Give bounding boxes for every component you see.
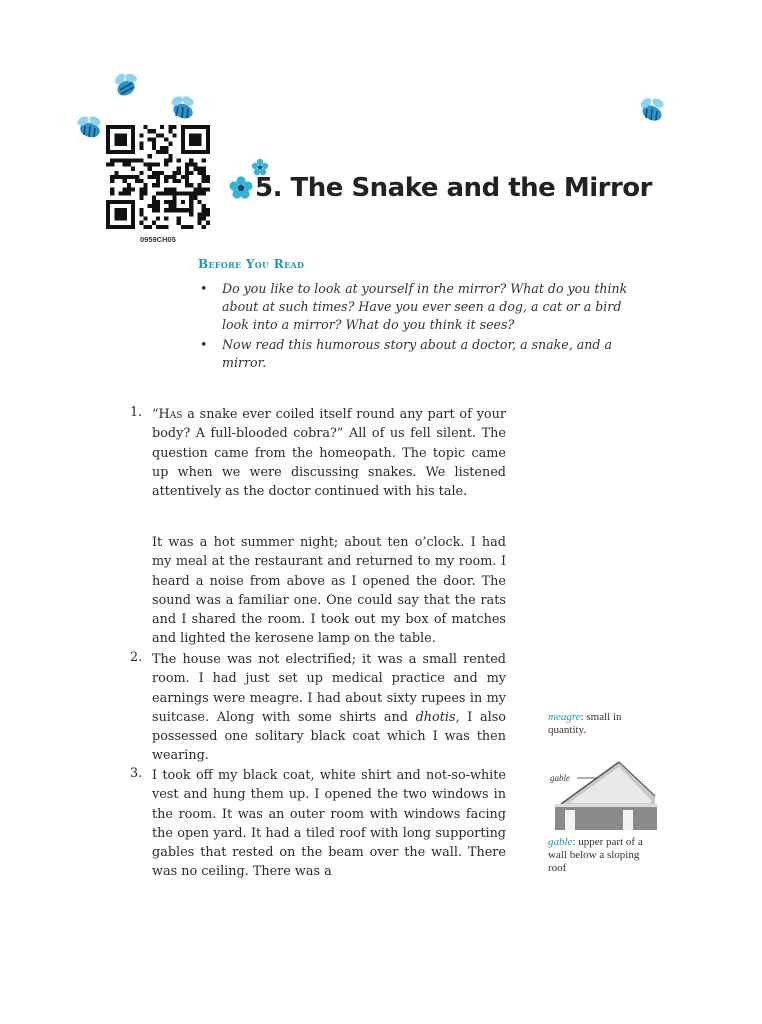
chapter-heading — [228, 158, 652, 214]
bee-icon — [72, 112, 108, 144]
paragraph-number: 1. — [130, 405, 143, 420]
italic-word: dhotis — [415, 709, 456, 725]
chapter-title: 5. The Snake and the Mirror — [255, 173, 652, 203]
bee-icon — [634, 93, 670, 127]
bee-icon — [164, 92, 200, 124]
story-paragraph-1b: It was a hot summer night; about ten o’clock. I had my meal at the restaurant and returned to my room. I heard a noise from above as I opened the door. The sound was a familiar one. One could say that the rats and I shared the room. I took out my box of matches and lighted the kerosene lamp on the table. — [152, 535, 506, 647]
story-paragraph-3: I took off my black coat, white shirt and not-so-white vest and hung them up. I opened the two windows in the room. It was an outer room with windows facing the open yard. It had a tiled roof with long supporting gables that rested on the beam over the wall. There was no ceiling. There was a — [152, 768, 506, 880]
story-paragraph-2 — [152, 650, 506, 766]
glossary-entry — [548, 836, 658, 875]
glossary-word: meagre — [548, 711, 581, 723]
gable-illustration — [549, 756, 657, 830]
paragraph-text: a snake ever coiled itself round any part of your body? A full-blooded cobra?” All of us fell silent. The question came from the homeopath. The topic came up when we were discussing snakes. We listened attentively as the doctor continued with his tale. — [152, 407, 506, 500]
paragraph-number: 2. — [130, 650, 143, 665]
qr-code-icon — [106, 125, 210, 229]
bullet-dot-icon: • — [200, 281, 208, 296]
bullet-text: Do you like to look at yourself in the mirror? What do you think about at such times? Have you ever seen a dog, a cat or a bird look into a mirror? What do you think it sees? — [222, 281, 628, 332]
lead-word: Has — [158, 407, 183, 422]
paragraph-text: The house was not electrified; it was a small rented room. I had just set up medical practice and my earnings were meagre. I had about sixty rupees in my suitcase. Along with some shirts and — [152, 652, 506, 725]
bee-icon — [108, 68, 144, 104]
before-you-read-heading: Before You Read — [198, 257, 305, 271]
story-paragraph-1 — [152, 405, 506, 501]
open-quote: “ — [152, 407, 159, 422]
qr-code-label: 0959CH05 — [140, 235, 176, 244]
bullet-text: Now read this humorous story about a doctor, a snake, and a mirror. — [222, 337, 612, 370]
paragraph-text: , I also possessed one solitary black coat which I was then wearing. — [152, 709, 506, 764]
paragraph-number: 3. — [130, 766, 143, 781]
glossary-definition: : small in quantity. — [548, 711, 622, 736]
flower-icon — [228, 175, 254, 201]
gable-label: gable — [550, 773, 570, 783]
glossary-entry — [548, 711, 658, 737]
glossary-definition: : upper part of a wall below a sloping roof — [548, 836, 643, 874]
glossary-word: gable — [548, 836, 573, 848]
bullet-dot-icon: • — [200, 337, 208, 352]
